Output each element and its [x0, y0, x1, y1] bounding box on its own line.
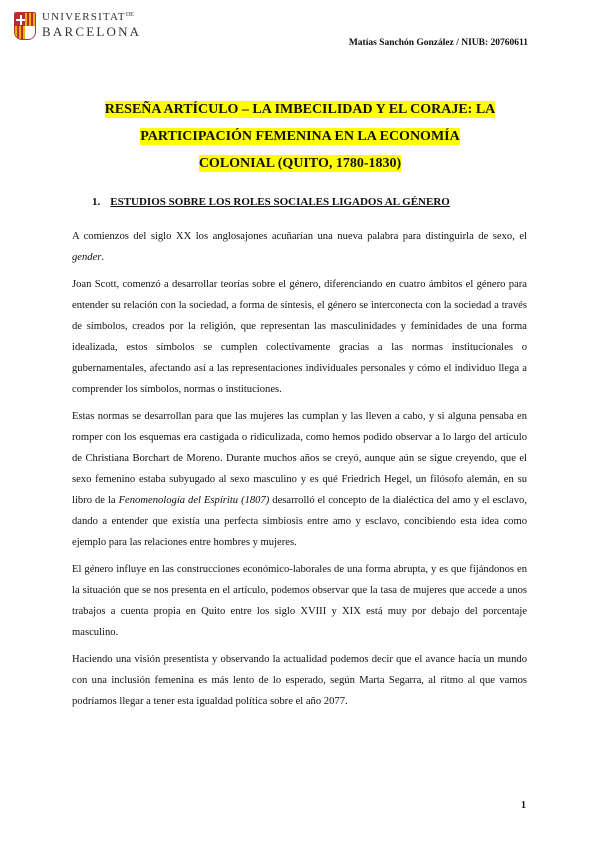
university-logo — [14, 12, 141, 40]
author-header: Matías Sanchón González / NIUB: 20760611 — [348, 38, 528, 48]
title-line-3: COLONIAL (QUITO, 1780-1830) — [198, 156, 402, 171]
paragraph-3-text: Estas normas se desarrollan para que las mujeres las cumplan y las lleven a cabo, y si alguna pensaba en romper con los esquemas era castigada o ridiculizada, como hemos podido observar a lo largo del artículo de Christiana Borchart de Moreno. Durante muchos años se creyó, aunque aún se sigue creyendo, que el sexo femenino estaba subyugado al sexo masculino y es qué Friedrich Hegel, un filósofo alemán, en su libro de la — [72, 411, 527, 506]
logo-wordmark — [42, 12, 141, 38]
document-title — [72, 96, 528, 177]
paragraph-1-text: A comienzos del siglo XX los anglosajones acuñarían una nueva palabra para distinguirla de sexo, el — [72, 231, 527, 242]
university-crest-icon — [14, 12, 36, 40]
paragraph-5: Haciendo una visión presentista y observando la actualidad podemos decir que el avance hacía un mundo con una inclusión femenina es más lento de lo esperado, según Marta Segarra, al ritmo al que vamos podríamos llegar a tener esta igualdad política sobre el año 2077. — [72, 654, 527, 707]
section-number: 1. — [92, 196, 101, 208]
paragraph-3 — [72, 406, 527, 553]
gender-term: gender — [72, 252, 102, 263]
paragraph-2: Joan Scott, comenzó a desarrollar teorías sobre el género, diferenciando en cuatro ámbitos el género para entender su relación con la sociedad, a forma de síntesis, el género se interconecta con la sociedad a través de símbolos, creados por la religión, que representan las masculinidades y feminidades de una forma idealizada, estos símbolos se cumplen colectivamente gracias a las normas institucionales o gubernamentales, afectando así a las representaciones individuales personales y cómo el individuo llega a comprender los símbolos, normas o instituciones. — [72, 279, 527, 395]
paragraph-1 — [72, 226, 527, 268]
section-heading-text: ESTUDIOS SOBRE LOS ROLES SOCIALES LIGADOS AL GÉNERO — [110, 196, 450, 208]
page-number: 1 — [521, 800, 526, 811]
section-heading — [92, 196, 450, 208]
title-line-1: RESEÑA ARTÍCULO – LA IMBECILIDAD Y EL CORAJE: LA — [104, 102, 496, 117]
paragraph-3-end: desarrolló el concepto de la dialéctica del amo y el esclavo, dando a entender que existía una perfecta simbiosis entre amo y esclavo, concibiendo esta idea como ejemplo para las relaciones entre hombres y mujeres. — [72, 495, 527, 548]
book-title: Fenomenología del Espíritu (1807) — [118, 495, 270, 506]
logo-line1: UNIVERSITAT — [42, 11, 126, 23]
title-line-2: PARTICIPACIÓN FEMENINA EN LA ECONOMÍA — [140, 129, 460, 144]
logo-de: DE — [125, 12, 134, 18]
paragraph-1-end: . — [101, 252, 105, 263]
document-body — [72, 226, 527, 718]
paragraph-4: El género influye en las construcciones económico-laborales de una forma abrupta, y es que fijándonos en la situación que se nos presenta en el artículo, podemos observar que la tasa de mujeres que accede a unos trabajos a cuenta propia en Quito entre los siglo XVIII y XIX está muy por debajo del porcentaje masculino. — [72, 564, 527, 638]
logo-line2: BARCELONA — [42, 24, 142, 39]
